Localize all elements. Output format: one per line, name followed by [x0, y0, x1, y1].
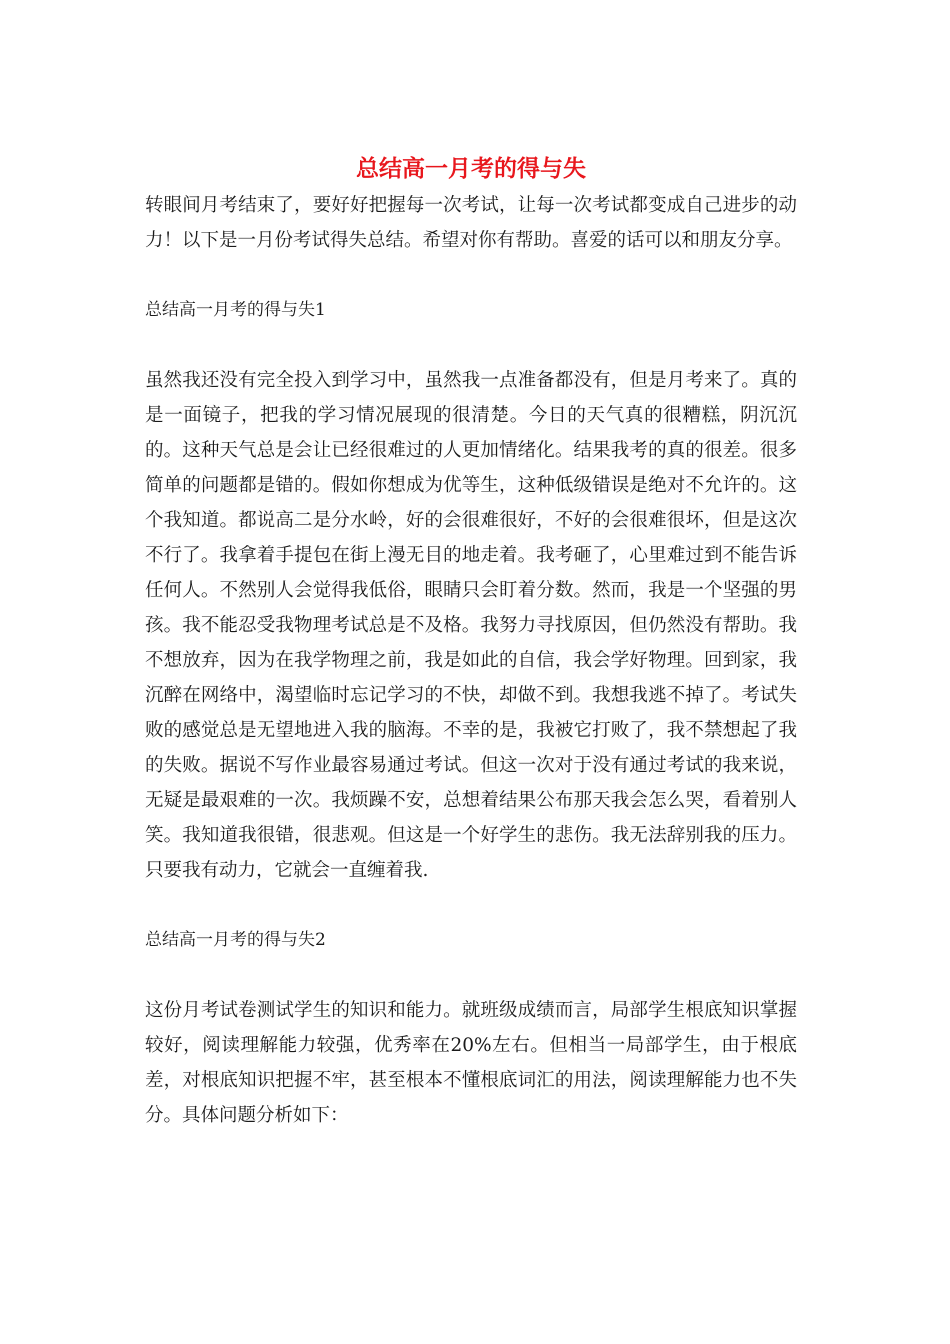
section-1-heading: 总结高一月考的得与失1 — [145, 300, 326, 320]
section-2-heading: 总结高一月考的得与失2 — [145, 930, 326, 950]
intro-paragraph: 转眼间月考结束了，要好好把握每一次考试，让每一次考试都变成自己进步的动力！以下是一月份考试得失总结。希望对你有帮助。喜爱的话可以和朋友分享。 — [145, 195, 797, 251]
section-2-body: 这份月考试卷测试学生的知识和能力。就班级成绩而言，局部学生根底知识掌握较好，阅读理解能力较强，优秀率在20%左右。但相当一局部学生，由于根底差，对根底知识把握不牢，甚至根本不懂根底词汇的用法，阅读理解能力也不失分。具体问题分析如下： — [145, 1000, 797, 1126]
document-page — [145, 150, 797, 1133]
spacer — [145, 258, 797, 293]
section-1-body: 虽然我还没有完全投入到学习中，虽然我一点准备都没有，但是月考来了。真的是一面镜子，把我的学习情况展现的很清楚。今日的天气真的很糟糕，阴沉沉的。这种天气总是会让已经很难过的人更加情绪化。结果我考的真的很差。很多简单的问题都是错的。假如你想成为优等生，这种低级错误是绝对不允许的。这个我知道。都说高二是分水岭，好的会很难很好，不好的会很难很坏，但是这次不行了。我拿着手提包在街上漫无目的地走着。我考砸了，心里难过到不能告诉任何人。不然别人会觉得我低俗，眼睛只会盯着分数。然而，我是一个坚强的男孩。我不能忍受我物理考试总是不及格。我努力寻找原因，但仍然没有帮助。我不想放弃，因为在我学物理之前，我是如此的自信，我会学好物理。回到家，我沉醉在网络中，渴望临时忘记学习的不快，却做不到。我想我逃不掉了。考试失败的感觉总是无望地进入我的脑海。不幸的是，我被它打败了，我不禁想起了我的失败。据说不写作业最容易通过考试。但这一次对于没有通过考试的我来说，无疑是最艰难的一次。我烦躁不安，总想着结果公布那天我会怎么哭，看着别人笑。我知道我很错，很悲观。但这是一个好学生的悲伤。我无法辞别我的压力。只要我有动力，它就会一直缠着我. — [145, 370, 797, 881]
spacer — [145, 958, 797, 993]
spacer — [145, 328, 797, 363]
spacer — [145, 888, 797, 923]
document-title: 总结高一月考的得与失 — [356, 155, 586, 182]
